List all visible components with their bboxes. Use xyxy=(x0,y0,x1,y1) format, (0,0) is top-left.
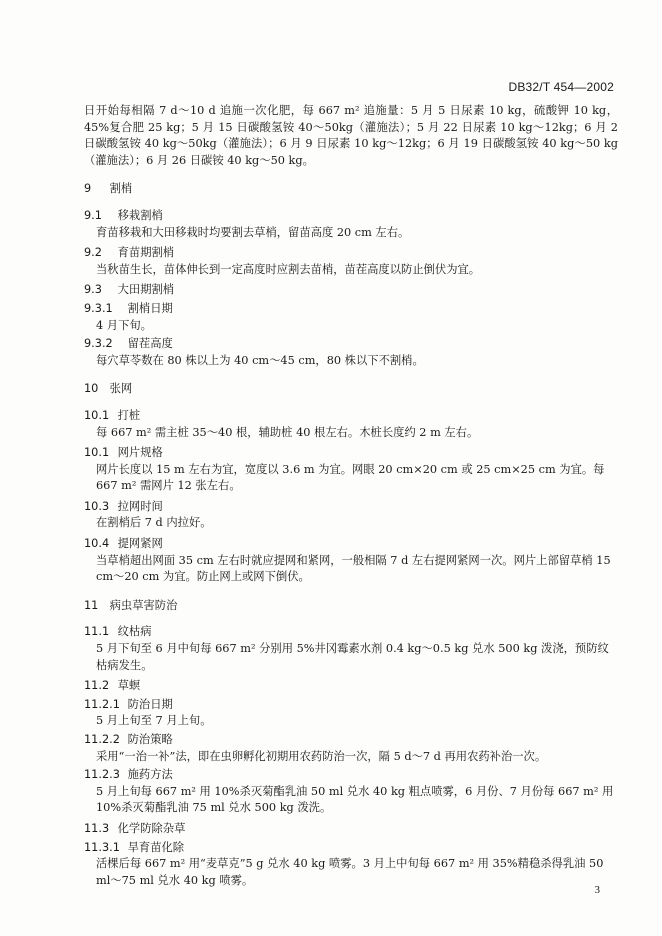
section-number: 11 xyxy=(84,598,99,612)
section-11-3-heading xyxy=(84,821,618,838)
section-title: 留茬高度 xyxy=(127,337,173,351)
section-number: 9.1 xyxy=(84,208,102,222)
section-10-3-heading xyxy=(84,499,618,516)
section-title: 纹枯病 xyxy=(117,625,152,639)
section-number: 9 xyxy=(84,182,92,196)
standard-code: DB32/T 454—2002 xyxy=(508,80,614,94)
section-number: 11.2.1 xyxy=(84,697,120,711)
section-title: 割梢 xyxy=(109,182,133,196)
section-10-2-heading xyxy=(84,445,618,462)
section-9-3-1-heading xyxy=(84,301,618,318)
section-9-1-text: 育苗移栽和大田移栽时均要割去草梢，留苗高度 20 cm 左右。 xyxy=(96,225,410,239)
section-title: 化学防除杂草 xyxy=(117,821,186,835)
section-11-3-1-text: 活棵后每 667 m² 用“麦草克”5 g 兑水 40 kg 喷雾。3 月上中旬每 667 m² 用 35%精稳杀得乳油 50 ml～75 ml 兑水 40 kg 喷雾。 xyxy=(96,857,604,887)
section-title: 拉网时间 xyxy=(117,499,163,513)
section-title: 张网 xyxy=(109,382,133,396)
section-10-2-text: 网片长度以 15 m 左右为宜，宽度以 3.6 m 为宜。网眼 20 cm×20 cm 或 25 cm×25 cm 为宜。每 667 m² 需网片 12 张左右。 xyxy=(96,462,605,493)
page-number: 3 xyxy=(594,884,600,896)
section-9-heading xyxy=(84,181,618,198)
section-title: 草螟 xyxy=(117,679,141,693)
section-11-heading xyxy=(84,598,618,615)
section-number: 9.3.1 xyxy=(84,301,113,315)
section-11-2-1-heading xyxy=(84,697,618,714)
section-9-2-text: 当秋苗生长，苗体伸长到一定高度时应割去苗梢，苗茬高度以防止倒伏为宜。 xyxy=(96,262,481,276)
section-title: 割梢日期 xyxy=(127,301,173,315)
section-number: 11.2.3 xyxy=(84,768,120,782)
section-number: 10.4 xyxy=(84,537,110,551)
section-10-1-text: 每 667 m² 需主桩 35～40 根，辅助桩 40 根左右。木桩长度约 2 m 左右。 xyxy=(96,425,479,439)
section-title: 提网紧网 xyxy=(117,537,163,551)
section-11-1-text: 5 月下旬至 6 月中旬每 667 m² 分别用 5%井冈霉素水剂 0.4 kg～0.5 kg 兑水 500 kg 泼浇，预防纹枯病发生。 xyxy=(96,642,609,672)
section-10-4-heading xyxy=(84,536,618,553)
section-number: 11.3 xyxy=(84,821,110,835)
section-title: 育苗期割梢 xyxy=(117,246,175,260)
section-number: 11.1 xyxy=(84,625,110,639)
section-title: 防治日期 xyxy=(127,697,173,711)
section-title: 打桩 xyxy=(117,408,141,422)
section-9-3-2-text: 每穴草苓数在 80 株以上为 40 cm～45 cm，80 株以下不割梢。 xyxy=(96,353,424,367)
section-title: 防治策略 xyxy=(127,733,173,746)
section-number: 9.2 xyxy=(84,246,102,260)
section-title: 旱育苗化除 xyxy=(127,840,185,854)
section-number: 10 xyxy=(84,382,99,396)
section-11-2-1-text: 5 月上旬至 7 月上旬。 xyxy=(96,714,212,728)
section-title: 移栽割梢 xyxy=(117,208,163,222)
section-title: 网片规格 xyxy=(117,446,163,460)
intro-paragraph: 日开始每相隔 7 d～10 d 追施一次化肥，每 667 m² 追施量：5 月 5 日尿素 10 kg，硫酸钾 10 kg，45%复合肥 25 kg；5 月 15 日碳酸氢铵 40～50kg（灌施法）；5 月 22 日尿素 10 kg～12kg；6 月 2 日碳酸氢铵 40 kg～50kg（灌施法）；6 月 9 日尿素 10 kg～12kg；6 月 19 日碳酸氢铵 40 kg～50 kg（灌施法）；6 月 26 日碳铵 40 kg～50 kg。 xyxy=(84,104,618,167)
section-number: 11.2 xyxy=(84,679,110,693)
section-10-3-text: 在割梢后 7 d 内拉好。 xyxy=(96,516,212,530)
section-number: 9.3 xyxy=(84,283,102,297)
section-9-1-heading xyxy=(84,208,618,225)
section-10-1-heading xyxy=(84,408,618,425)
section-number: 10.1 xyxy=(84,446,110,460)
section-11-2-3-heading xyxy=(84,767,618,784)
section-number: 10.1 xyxy=(84,408,110,422)
section-9-3-2-heading xyxy=(84,336,618,353)
section-number: 10.3 xyxy=(84,499,110,513)
section-title: 施药方法 xyxy=(127,768,173,782)
section-11-2-2-text: 采用“一治一补”法，即在虫卵孵化初期用农药防治一次，隔 5 d～7 d 再用农药补治一次。 xyxy=(96,749,547,763)
section-number: 9.3.2 xyxy=(84,337,113,351)
section-9-2-heading xyxy=(84,245,618,262)
section-9-3-heading xyxy=(84,282,618,299)
section-11-1-heading xyxy=(84,624,618,641)
document-body xyxy=(84,103,618,889)
section-number: 11.2.2 xyxy=(84,733,120,746)
section-11-2-3-text: 5 月上旬每 667 m² 用 10%杀灭菊酯乳油 50 ml 兑水 40 kg 粗点喷雾，6 月份、7 月份每 667 m² 用 10%杀灭菊酯乳油 75 ml 兑水 500 kg 泼洗。 xyxy=(96,784,614,815)
section-10-4-text: 当草梢超出网面 35 cm 左右时就应提网和紧网，一般相隔 7 d 左右提网紧网一次。网片上部留草梢 15 cm～20 cm 为宜。防止网上或网下倒伏。 xyxy=(96,553,611,584)
section-number: 11.3.1 xyxy=(84,840,120,854)
section-11-3-1-heading xyxy=(84,840,618,857)
section-title: 大田期割梢 xyxy=(117,283,175,297)
section-title: 病虫草害防治 xyxy=(109,598,178,612)
section-11-2-2-heading xyxy=(84,732,618,749)
section-11-2-heading xyxy=(84,678,618,695)
section-9-3-1-text: 4 月下旬。 xyxy=(96,318,152,332)
section-10-heading xyxy=(84,381,618,398)
